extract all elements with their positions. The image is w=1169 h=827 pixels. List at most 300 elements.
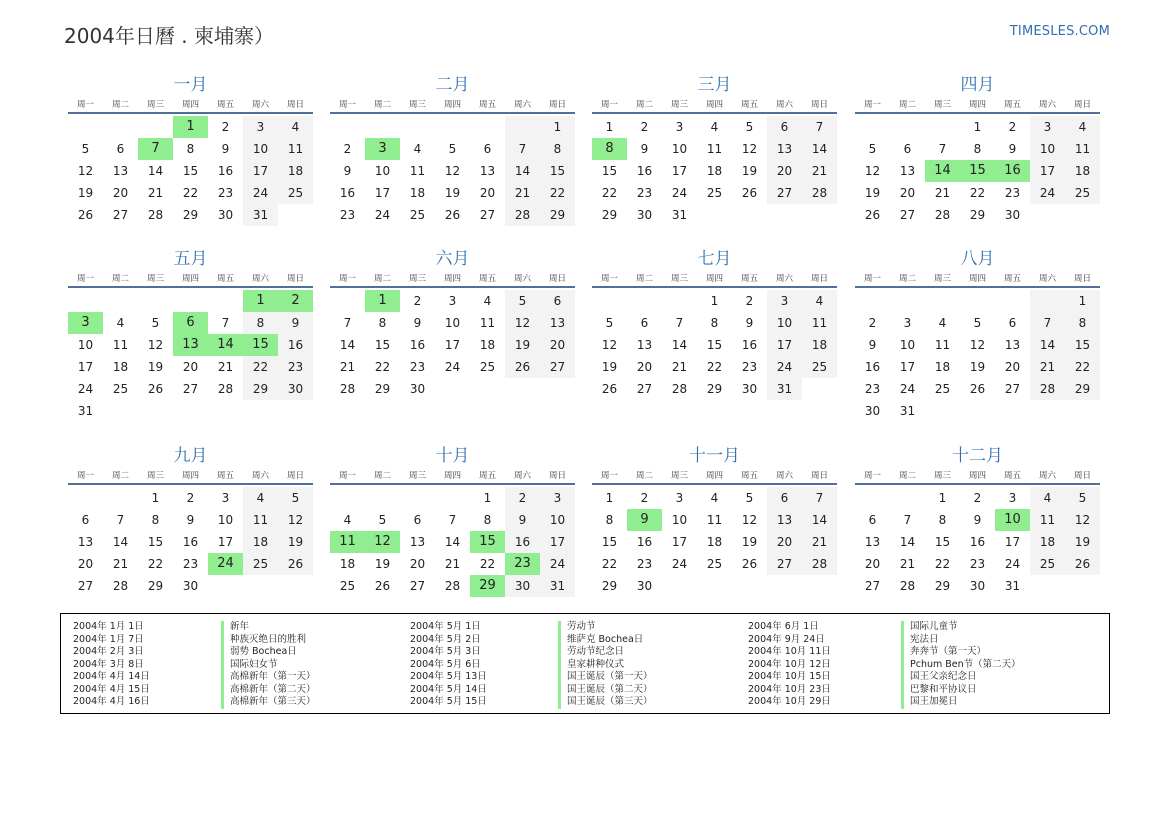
day-cell: 27 bbox=[899, 208, 916, 222]
empty-day-cell bbox=[365, 116, 400, 138]
day-cell: 15 bbox=[147, 535, 164, 549]
weekday-label: 周四 bbox=[443, 471, 461, 481]
day-cell: 15 bbox=[540, 160, 575, 182]
empty-day-cell bbox=[1030, 290, 1065, 312]
month-name: 七月 bbox=[697, 249, 732, 269]
empty-day-cell bbox=[505, 116, 540, 138]
day-cell: 27 bbox=[864, 579, 881, 593]
legend-date: 2004年 5月 2日 bbox=[410, 633, 481, 645]
month-block bbox=[68, 443, 313, 597]
day-cell: 17 bbox=[1030, 160, 1065, 182]
day-cell: 7 bbox=[802, 487, 837, 509]
legend-date: 2004年 2月 3日 bbox=[73, 646, 144, 657]
empty-day-cell bbox=[68, 290, 103, 312]
holiday-day-cell: 14 bbox=[208, 334, 243, 356]
day-cell: 3 bbox=[540, 487, 575, 509]
month-name: 一月 bbox=[173, 75, 208, 95]
day-cell: 24 bbox=[540, 553, 575, 575]
holiday-legend bbox=[60, 613, 1110, 714]
weekday-label: 周二 bbox=[635, 274, 653, 284]
day-cell: 7 bbox=[221, 316, 230, 330]
weekday-label: 周二 bbox=[111, 100, 129, 110]
day-cell: 3 bbox=[221, 491, 230, 505]
day-cell: 31 bbox=[540, 575, 575, 597]
day-cell: 6 bbox=[1008, 316, 1017, 330]
weekday-label: 周三 bbox=[146, 100, 164, 110]
empty-day-cell bbox=[592, 290, 627, 312]
weekday-header bbox=[330, 469, 575, 485]
day-cell: 6 bbox=[767, 116, 802, 138]
day-cell: 4 bbox=[938, 316, 947, 330]
holiday-day-cell: 10 bbox=[995, 509, 1030, 531]
day-cell: 10 bbox=[1030, 138, 1065, 160]
empty-day-cell bbox=[68, 116, 103, 138]
day-cell: 23 bbox=[1004, 186, 1021, 200]
day-grid bbox=[330, 290, 575, 400]
day-cell: 25 bbox=[934, 382, 951, 396]
day-cell: 14 bbox=[802, 509, 837, 531]
empty-day-cell bbox=[330, 116, 365, 138]
day-cell: 19 bbox=[77, 186, 94, 200]
day-cell: 3 bbox=[675, 491, 684, 505]
legend-date: 2004年 4月 14日 bbox=[73, 671, 150, 682]
weekday-label: 周二 bbox=[373, 100, 391, 110]
month-name: 三月 bbox=[697, 75, 732, 95]
day-cell: 13 bbox=[409, 535, 426, 549]
day-cell: 5 bbox=[605, 316, 614, 330]
day-cell: 30 bbox=[409, 382, 426, 396]
holiday-day-cell: 29 bbox=[470, 575, 505, 597]
day-cell: 14 bbox=[112, 535, 129, 549]
day-cell: 10 bbox=[671, 142, 688, 156]
empty-day-cell bbox=[400, 116, 435, 138]
day-cell: 14 bbox=[802, 138, 837, 160]
weekday-label: 周日 bbox=[548, 274, 566, 284]
holiday-day-cell: 6 bbox=[173, 312, 208, 334]
day-cell: 3 bbox=[675, 120, 684, 134]
day-cell: 26 bbox=[374, 579, 391, 593]
day-cell: 27 bbox=[1004, 382, 1021, 396]
legend-date: 2004年 3月 8日 bbox=[73, 658, 144, 670]
holiday-day-cell: 1 bbox=[173, 116, 208, 138]
empty-day-cell bbox=[890, 116, 925, 138]
day-cell: 16 bbox=[864, 360, 881, 374]
empty-day-cell bbox=[330, 290, 365, 312]
day-cell: 1 bbox=[938, 491, 947, 505]
day-cell: 3 bbox=[243, 116, 278, 138]
day-cell: 29 bbox=[243, 378, 278, 400]
day-cell: 14 bbox=[899, 535, 916, 549]
day-cell: 18 bbox=[278, 160, 313, 182]
weekday-label: 周一 bbox=[863, 471, 881, 481]
weekday-label: 周六 bbox=[1038, 100, 1056, 110]
legend-date: 2004年 5月 15日 bbox=[410, 696, 487, 707]
day-cell: 12 bbox=[741, 142, 758, 156]
day-grid bbox=[855, 487, 1100, 597]
month-name: 十一月 bbox=[689, 446, 740, 466]
weekday-label: 周日 bbox=[1073, 100, 1091, 110]
day-cell: 22 bbox=[1065, 356, 1100, 378]
empty-day-cell bbox=[470, 116, 505, 138]
day-cell: 18 bbox=[112, 360, 129, 374]
month-name: 五月 bbox=[173, 249, 208, 269]
day-cell: 4 bbox=[116, 316, 125, 330]
day-cell: 1 bbox=[973, 120, 982, 134]
day-cell: 25 bbox=[243, 553, 278, 575]
day-cell: 25 bbox=[278, 182, 313, 204]
day-cell: 10 bbox=[540, 509, 575, 531]
legend-name-column bbox=[901, 621, 1021, 709]
month-block bbox=[68, 72, 313, 226]
holiday-day-cell: 2 bbox=[278, 290, 313, 312]
day-cell: 15 bbox=[182, 164, 199, 178]
month-name: 六月 bbox=[435, 249, 470, 269]
day-cell: 11 bbox=[112, 338, 129, 352]
weekday-header bbox=[330, 272, 575, 288]
day-cell: 17 bbox=[1004, 535, 1021, 549]
day-cell: 13 bbox=[864, 535, 881, 549]
legend-holiday-name: 新年 bbox=[221, 621, 316, 634]
day-cell: 16 bbox=[636, 535, 653, 549]
day-cell: 11 bbox=[706, 142, 723, 156]
holiday-day-cell: 16 bbox=[995, 160, 1030, 182]
day-cell: 25 bbox=[802, 356, 837, 378]
day-cell: 24 bbox=[671, 186, 688, 200]
weekday-label: 周五 bbox=[216, 100, 234, 110]
day-cell: 20 bbox=[767, 160, 802, 182]
day-cell: 27 bbox=[540, 356, 575, 378]
legend-date: 2004年 4月 16日 bbox=[73, 696, 150, 707]
weekday-label: 周六 bbox=[1038, 274, 1056, 284]
weekday-label: 周三 bbox=[670, 100, 688, 110]
day-cell: 15 bbox=[601, 535, 618, 549]
day-cell: 22 bbox=[601, 557, 618, 571]
weekday-label: 周一 bbox=[76, 274, 94, 284]
day-cell: 26 bbox=[741, 557, 758, 571]
weekday-label: 周三 bbox=[933, 100, 951, 110]
weekday-header bbox=[68, 469, 313, 485]
day-cell: 28 bbox=[339, 382, 356, 396]
day-cell: 9 bbox=[413, 316, 422, 330]
day-cell: 28 bbox=[112, 579, 129, 593]
day-cell: 22 bbox=[479, 557, 496, 571]
legend-holiday-name: 劳动节 bbox=[558, 621, 653, 634]
day-cell: 8 bbox=[1065, 312, 1100, 334]
legend-date: 2004年 5月 1日 bbox=[410, 621, 481, 632]
day-cell: 5 bbox=[745, 491, 754, 505]
day-cell: 10 bbox=[767, 312, 802, 334]
day-cell: 12 bbox=[147, 338, 164, 352]
holiday-day-cell: 3 bbox=[365, 138, 400, 160]
day-cell: 20 bbox=[636, 360, 653, 374]
day-cell: 30 bbox=[182, 579, 199, 593]
day-cell: 26 bbox=[1065, 553, 1100, 575]
day-cell: 26 bbox=[278, 553, 313, 575]
day-cell: 15 bbox=[934, 535, 951, 549]
day-cell: 11 bbox=[479, 316, 496, 330]
legend-date-column bbox=[748, 621, 831, 709]
weekday-label: 周三 bbox=[146, 274, 164, 284]
holiday-day-cell: 13 bbox=[173, 334, 208, 356]
day-cell: 5 bbox=[868, 142, 877, 156]
day-cell: 17 bbox=[444, 338, 461, 352]
month-block bbox=[68, 246, 313, 422]
day-cell: 18 bbox=[1030, 531, 1065, 553]
site-link[interactable]: TIMESLES.COM bbox=[1009, 24, 1110, 39]
day-cell: 4 bbox=[278, 116, 313, 138]
weekday-label: 周二 bbox=[373, 471, 391, 481]
month-block bbox=[330, 72, 575, 226]
day-cell: 13 bbox=[77, 535, 94, 549]
day-cell: 8 bbox=[973, 142, 982, 156]
day-cell: 20 bbox=[1004, 360, 1021, 374]
day-cell: 18 bbox=[802, 334, 837, 356]
weekday-label: 周六 bbox=[513, 100, 531, 110]
day-cell: 18 bbox=[243, 531, 278, 553]
weekday-label: 周三 bbox=[146, 471, 164, 481]
day-cell: 21 bbox=[802, 160, 837, 182]
day-cell: 18 bbox=[1065, 160, 1100, 182]
day-cell: 27 bbox=[767, 182, 802, 204]
day-cell: 21 bbox=[147, 186, 164, 200]
day-cell: 17 bbox=[77, 360, 94, 374]
empty-day-cell bbox=[960, 290, 995, 312]
day-cell: 30 bbox=[217, 208, 234, 222]
day-cell: 7 bbox=[343, 316, 352, 330]
day-cell: 25 bbox=[706, 186, 723, 200]
day-cell: 8 bbox=[938, 513, 947, 527]
day-cell: 18 bbox=[409, 186, 426, 200]
day-cell: 11 bbox=[1065, 138, 1100, 160]
weekday-header bbox=[68, 98, 313, 114]
day-grid bbox=[592, 116, 837, 226]
legend-date: 2004年 1月 7日 bbox=[73, 633, 144, 645]
legend-date: 2004年 10月 15日 bbox=[748, 671, 831, 682]
day-cell: 16 bbox=[339, 186, 356, 200]
day-cell: 22 bbox=[540, 182, 575, 204]
day-cell: 30 bbox=[1004, 208, 1021, 222]
day-cell: 8 bbox=[186, 142, 195, 156]
day-cell: 12 bbox=[505, 312, 540, 334]
day-cell: 4 bbox=[802, 290, 837, 312]
day-cell: 12 bbox=[969, 338, 986, 352]
day-cell: 19 bbox=[147, 360, 164, 374]
day-cell: 7 bbox=[505, 138, 540, 160]
holiday-day-cell: 9 bbox=[627, 509, 662, 531]
day-cell: 24 bbox=[243, 182, 278, 204]
legend-holiday-name: 国王诞辰（第二天） bbox=[558, 684, 653, 697]
legend-holiday-name: 弱势 Bochea日 bbox=[221, 646, 316, 659]
day-grid bbox=[68, 116, 313, 226]
day-cell: 5 bbox=[81, 142, 90, 156]
day-cell: 15 bbox=[601, 164, 618, 178]
day-cell: 2 bbox=[973, 491, 982, 505]
day-cell: 24 bbox=[374, 208, 391, 222]
weekday-label: 周五 bbox=[1003, 274, 1021, 284]
day-cell: 22 bbox=[243, 356, 278, 378]
day-cell: 19 bbox=[505, 334, 540, 356]
day-cell: 12 bbox=[1065, 509, 1100, 531]
day-cell: 24 bbox=[767, 356, 802, 378]
day-cell: 1 bbox=[483, 491, 492, 505]
day-cell: 6 bbox=[640, 316, 649, 330]
weekday-label: 周四 bbox=[181, 274, 199, 284]
weekday-header bbox=[68, 272, 313, 288]
empty-day-cell bbox=[855, 116, 890, 138]
weekday-label: 周五 bbox=[478, 100, 496, 110]
weekday-header bbox=[855, 469, 1100, 485]
day-cell: 28 bbox=[505, 204, 540, 226]
month-block bbox=[330, 246, 575, 400]
weekday-label: 周四 bbox=[968, 100, 986, 110]
day-cell: 10 bbox=[671, 513, 688, 527]
weekday-label: 周一 bbox=[76, 471, 94, 481]
legend-name-column bbox=[221, 621, 316, 709]
day-grid bbox=[592, 487, 837, 597]
day-cell: 7 bbox=[938, 142, 947, 156]
day-cell: 4 bbox=[1065, 116, 1100, 138]
day-cell: 23 bbox=[741, 360, 758, 374]
day-cell: 18 bbox=[706, 164, 723, 178]
day-cell: 15 bbox=[374, 338, 391, 352]
day-cell: 13 bbox=[899, 164, 916, 178]
month-block bbox=[592, 72, 837, 226]
day-cell: 23 bbox=[217, 186, 234, 200]
weekday-header bbox=[330, 98, 575, 114]
legend-date: 2004年 10月 29日 bbox=[748, 696, 831, 707]
day-cell: 6 bbox=[868, 513, 877, 527]
day-cell: 5 bbox=[448, 142, 457, 156]
day-cell: 28 bbox=[217, 382, 234, 396]
day-cell: 29 bbox=[706, 382, 723, 396]
day-cell: 4 bbox=[1030, 487, 1065, 509]
day-cell: 28 bbox=[671, 382, 688, 396]
holiday-day-cell: 23 bbox=[505, 553, 540, 575]
day-cell: 24 bbox=[77, 382, 94, 396]
holiday-day-cell: 1 bbox=[365, 290, 400, 312]
empty-day-cell bbox=[855, 487, 890, 509]
day-cell: 9 bbox=[1008, 142, 1017, 156]
day-cell: 21 bbox=[1030, 356, 1065, 378]
day-cell: 12 bbox=[741, 513, 758, 527]
day-cell: 15 bbox=[1065, 334, 1100, 356]
day-cell: 13 bbox=[540, 312, 575, 334]
day-cell: 9 bbox=[221, 142, 230, 156]
holiday-day-cell: 14 bbox=[925, 160, 960, 182]
empty-day-cell bbox=[627, 290, 662, 312]
day-cell: 17 bbox=[899, 360, 916, 374]
day-cell: 22 bbox=[969, 186, 986, 200]
day-cell: 6 bbox=[767, 487, 802, 509]
day-cell: 12 bbox=[77, 164, 94, 178]
day-cell: 23 bbox=[409, 360, 426, 374]
weekday-label: 周一 bbox=[76, 100, 94, 110]
legend-date: 2004年 5月 13日 bbox=[410, 671, 487, 682]
day-cell: 23 bbox=[864, 382, 881, 396]
weekday-label: 周一 bbox=[863, 274, 881, 284]
day-cell: 20 bbox=[864, 557, 881, 571]
day-cell: 12 bbox=[444, 164, 461, 178]
day-grid bbox=[68, 487, 313, 597]
weekday-label: 周二 bbox=[898, 100, 916, 110]
day-cell: 29 bbox=[540, 204, 575, 226]
day-cell: 2 bbox=[868, 316, 877, 330]
day-cell: 21 bbox=[444, 557, 461, 571]
day-cell: 6 bbox=[903, 142, 912, 156]
day-cell: 1 bbox=[710, 294, 719, 308]
day-cell: 30 bbox=[278, 378, 313, 400]
day-cell: 20 bbox=[112, 186, 129, 200]
legend-holiday-name: 巴黎和平协议日 bbox=[901, 684, 1021, 697]
legend-date: 2004年 10月 23日 bbox=[748, 683, 831, 695]
day-cell: 2 bbox=[221, 120, 230, 134]
weekday-label: 周日 bbox=[810, 274, 828, 284]
day-cell: 22 bbox=[601, 186, 618, 200]
empty-day-cell bbox=[925, 290, 960, 312]
day-cell: 13 bbox=[767, 138, 802, 160]
day-cell: 20 bbox=[77, 557, 94, 571]
day-cell: 2 bbox=[505, 487, 540, 509]
empty-day-cell bbox=[173, 290, 208, 312]
day-cell: 24 bbox=[1030, 182, 1065, 204]
day-cell: 24 bbox=[1004, 557, 1021, 571]
day-cell: 21 bbox=[339, 360, 356, 374]
day-cell: 22 bbox=[934, 557, 951, 571]
day-cell: 23 bbox=[969, 557, 986, 571]
day-cell: 16 bbox=[741, 338, 758, 352]
weekday-header bbox=[855, 272, 1100, 288]
day-cell: 11 bbox=[243, 509, 278, 531]
day-cell: 18 bbox=[339, 557, 356, 571]
day-cell: 4 bbox=[483, 294, 492, 308]
weekday-label: 周二 bbox=[111, 274, 129, 284]
day-cell: 26 bbox=[969, 382, 986, 396]
day-cell: 28 bbox=[934, 208, 951, 222]
day-cell: 7 bbox=[1030, 312, 1065, 334]
weekday-label: 周二 bbox=[111, 471, 129, 481]
day-cell: 30 bbox=[636, 208, 653, 222]
day-cell: 2 bbox=[186, 491, 195, 505]
day-cell: 24 bbox=[899, 382, 916, 396]
weekday-label: 周日 bbox=[548, 471, 566, 481]
day-cell: 6 bbox=[116, 142, 125, 156]
day-cell: 26 bbox=[77, 208, 94, 222]
day-cell: 9 bbox=[745, 316, 754, 330]
day-cell: 7 bbox=[675, 316, 684, 330]
day-cell: 17 bbox=[374, 186, 391, 200]
day-cell: 27 bbox=[77, 579, 94, 593]
day-cell: 5 bbox=[745, 120, 754, 134]
day-cell: 19 bbox=[278, 531, 313, 553]
day-cell: 3 bbox=[448, 294, 457, 308]
legend-holiday-name: Pchum Ben节（第二天） bbox=[901, 659, 1021, 672]
empty-day-cell bbox=[400, 487, 435, 509]
day-cell: 21 bbox=[934, 186, 951, 200]
weekday-label: 周一 bbox=[338, 100, 356, 110]
empty-day-cell bbox=[995, 290, 1030, 312]
day-cell: 25 bbox=[706, 557, 723, 571]
day-cell: 19 bbox=[601, 360, 618, 374]
day-cell: 20 bbox=[182, 360, 199, 374]
day-cell: 8 bbox=[710, 316, 719, 330]
day-cell: 22 bbox=[147, 557, 164, 571]
day-cell: 26 bbox=[444, 208, 461, 222]
day-cell: 17 bbox=[671, 535, 688, 549]
weekday-label: 周一 bbox=[600, 471, 618, 481]
holiday-day-cell: 8 bbox=[592, 138, 627, 160]
day-cell: 24 bbox=[444, 360, 461, 374]
weekday-label: 周日 bbox=[548, 100, 566, 110]
